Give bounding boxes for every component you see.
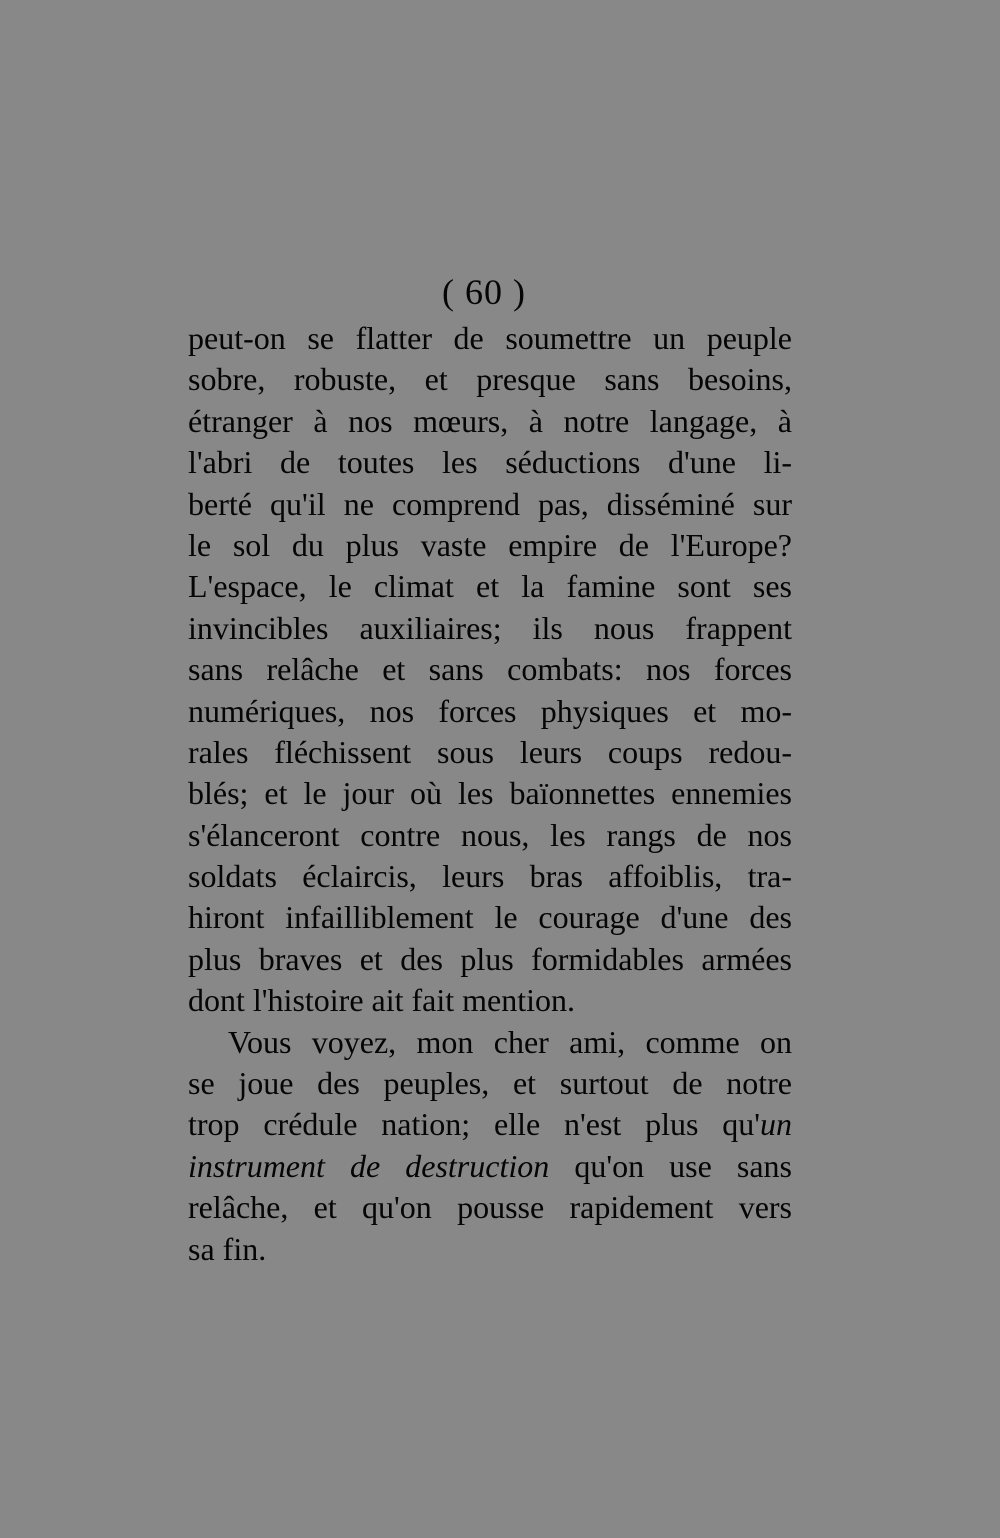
- paragraph-2-line: se joue des peuples, et surtout de notre: [188, 1065, 792, 1102]
- italic-text: un: [760, 1106, 792, 1143]
- italic-text: instrument de destruction: [188, 1147, 550, 1184]
- text-line: peut-on se flatter de soumettre un peuple: [188, 320, 792, 356]
- text-line: sobre, robuste, et presque sans besoins,: [188, 361, 792, 398]
- line-text: trop crédule nation; elle n'est plus qu': [188, 1106, 760, 1143]
- paragraph-2-line: Vous voyez, mon cher ami, comme on: [228, 1023, 792, 1060]
- paragraph-2-line: relâche, et qu'on pousse rapidement vers: [188, 1189, 792, 1226]
- text-line: s'élanceront contre nous, les rangs de nos: [188, 816, 792, 853]
- text-line: L'espace, le climat et la famine sont ses: [188, 568, 792, 605]
- text-line: blés; et le jour où les baïonnettes ennemies: [188, 775, 792, 812]
- text-line: sans relâche et sans combats: nos forces: [188, 651, 792, 688]
- paragraph-2-line: sa fin.: [188, 1230, 267, 1267]
- text-line: l'abri de toutes les séductions d'une li-: [188, 444, 792, 481]
- text-line: le sol du plus vaste empire de l'Europe?: [188, 526, 792, 563]
- text-line: soldats éclaircis, leurs bras affoiblis, tra-: [188, 858, 792, 895]
- text-line: numériques, nos forces physiques et mo-: [188, 692, 792, 729]
- body-text: [188, 318, 792, 1270]
- text-line: berté qu'il ne comprend pas, disséminé sur: [188, 485, 792, 522]
- text-line: rales fléchissent sous leurs coups redou-: [188, 733, 792, 770]
- text-line: invincibles auxiliaires; ils nous frappent: [188, 609, 792, 646]
- paragraph-2-line: [188, 1146, 792, 1187]
- text-line: plus braves et des plus formidables armées: [188, 940, 792, 977]
- text-line: étranger à nos mœurs, à notre langage, à: [188, 402, 792, 439]
- text-line: hiront infailliblement le courage d'une des: [188, 899, 792, 936]
- page-number: ( 60 ): [442, 272, 526, 312]
- line-text: qu'on use sans: [549, 1147, 792, 1184]
- text-line: dont l'histoire ait fait mention.: [188, 982, 576, 1019]
- paragraph-2-line: [188, 1104, 792, 1145]
